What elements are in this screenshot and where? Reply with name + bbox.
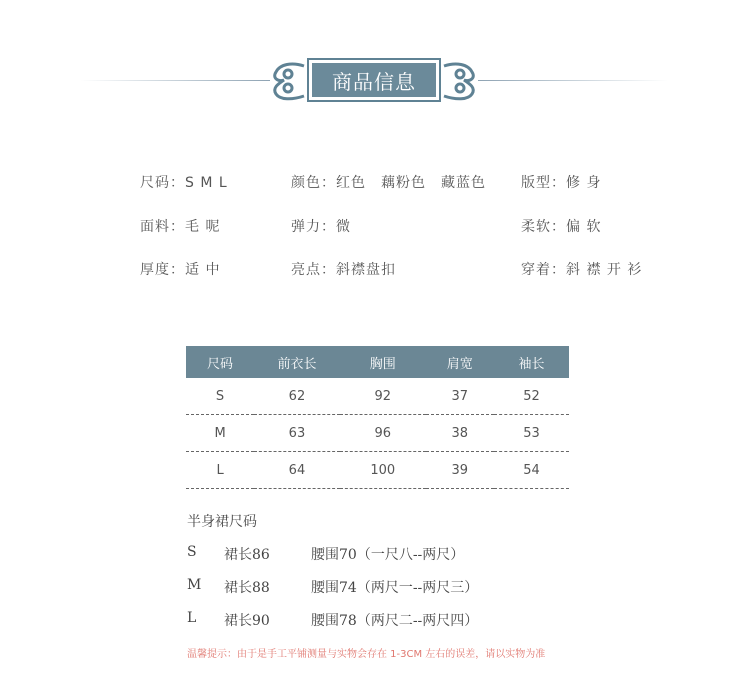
spec-fabric: 面料：毛 呢 xyxy=(140,219,221,235)
table-cell: 52 xyxy=(494,378,569,415)
skirt-row-size: S xyxy=(187,544,197,560)
spec-color: 颜色：红色 藕粉色 藏蓝色 xyxy=(291,175,486,191)
skirt-row-length: 裙长88 xyxy=(224,580,270,596)
header-cell: 尺码 xyxy=(186,346,254,378)
table-cell: 92 xyxy=(340,378,426,415)
header-cell: 肩宽 xyxy=(426,346,494,378)
size-table-header xyxy=(186,346,569,378)
skirt-row-length: 裙长90 xyxy=(224,613,270,629)
table-cell: M xyxy=(186,415,254,452)
skirt-row-size: M xyxy=(187,577,202,593)
table-cell: 64 xyxy=(254,452,340,489)
table-cell: 54 xyxy=(494,452,569,489)
cloud-scroll-left-icon xyxy=(268,60,306,102)
header-line-left xyxy=(80,80,270,81)
cloud-scroll-right-icon xyxy=(442,60,480,102)
header-line-right xyxy=(478,80,668,81)
header-cell: 胸围 xyxy=(340,346,426,378)
table-cell: 96 xyxy=(340,415,426,452)
table-cell: 37 xyxy=(426,378,494,415)
table-row xyxy=(186,452,569,489)
header-cell: 前衣长 xyxy=(254,346,340,378)
spec-fit: 版型：修 身 xyxy=(521,175,602,191)
spec-stretch: 弹力：微 xyxy=(291,219,351,235)
skirt-row-size: L xyxy=(187,610,197,626)
table-cell: 62 xyxy=(254,378,340,415)
section-title-frame xyxy=(307,58,441,102)
table-cell: 53 xyxy=(494,415,569,452)
measurement-note: 温馨提示：由于是手工平铺测量与实物会存在 1-3CM 左右的误差，请以实物为准 xyxy=(187,649,546,660)
table-cell: S xyxy=(186,378,254,415)
table-cell: 38 xyxy=(426,415,494,452)
skirt-row-waist: 腰围74（两尺一--两尺三） xyxy=(311,580,479,596)
table-cell: L xyxy=(186,452,254,489)
skirt-row-waist: 腰围70（一尺八--两尺） xyxy=(311,547,465,563)
header-cell: 袖长 xyxy=(494,346,569,378)
skirt-size-title: 半身裙尺码 xyxy=(187,514,257,530)
spec-thickness: 厚度：适 中 xyxy=(140,262,221,278)
size-table xyxy=(186,346,569,489)
table-row xyxy=(186,378,569,415)
table-cell: 63 xyxy=(254,415,340,452)
table-row xyxy=(186,415,569,452)
spec-wearing: 穿着：斜 襟 开 衫 xyxy=(521,262,643,278)
spec-size: 尺码：S M L xyxy=(140,175,228,191)
table-cell: 100 xyxy=(340,452,426,489)
skirt-row-length: 裙长86 xyxy=(224,547,270,563)
page-title: 商品信息 xyxy=(312,63,436,97)
spec-highlight: 亮点：斜襟盘扣 xyxy=(291,262,396,278)
skirt-row-waist: 腰围78（两尺二--两尺四） xyxy=(311,613,479,629)
spec-softness: 柔软：偏 软 xyxy=(521,219,602,235)
table-cell: 39 xyxy=(426,452,494,489)
